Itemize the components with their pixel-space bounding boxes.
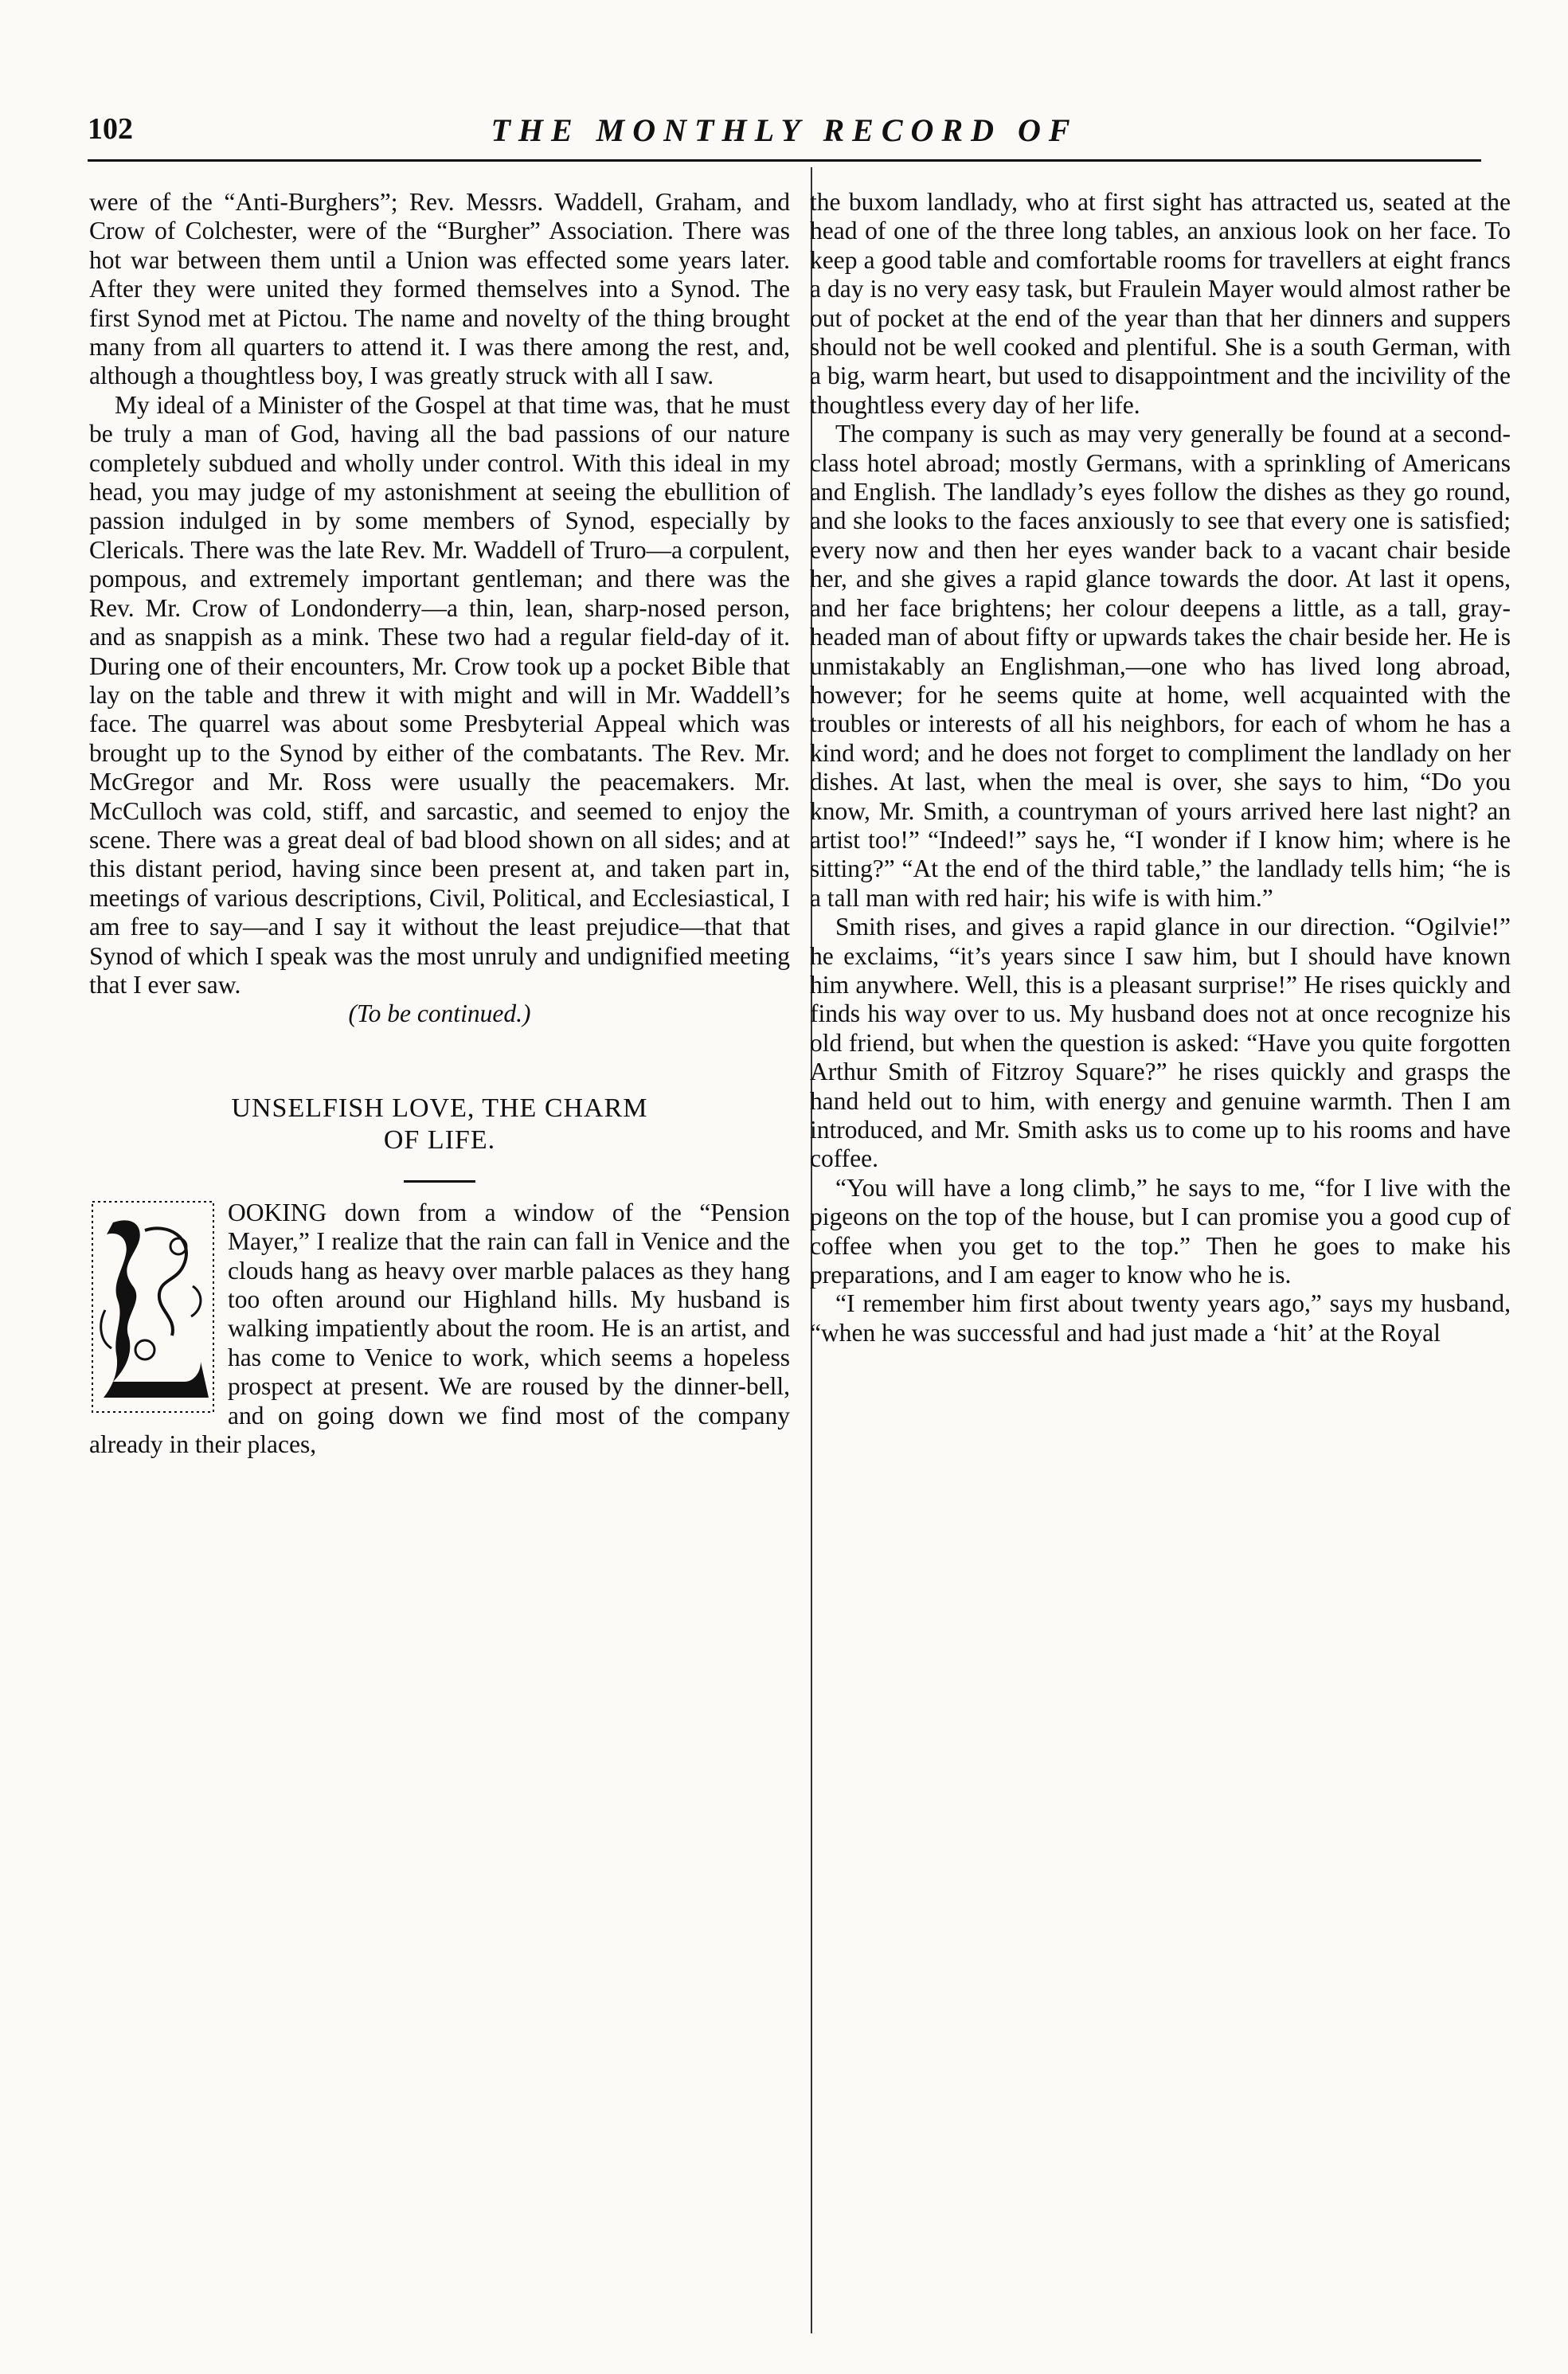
article-title [89, 1093, 790, 1156]
opening-paragraph [89, 1199, 790, 1460]
journal-title: THE MONTHLY RECORD OF [491, 112, 1078, 148]
paragraph: were of the “Anti-Burghers”; Rev. Messrs. Waddell, Graham, and Crow of Colchester, were of the “Burgher” Association. There was hot war between them until a Union was effected some years later. After they were united they formed themselves into a Synod. The first Synod met at Pictou. The name and novelty of the thing brought many from all quarters to attend it. I was there among the rest, and, although a thoughtless boy, I was greatly struck with all I saw. [89, 188, 790, 390]
ornate-letter-L-icon [89, 1199, 217, 1415]
article-title-line: OF LIFE. [383, 1124, 496, 1155]
paragraph: Smith rises, and gives a rapid glance in our direction. “Ogilvie!” he exclaims, “it’s years since I saw him, but I should have known him anywhere. Well, this is a pleasant surprise!” He rises quickly and finds his way over to us. My husband does not at once recognize his old friend, but when the question is asked: “Have you quite forgotten Arthur Smith of Fitzroy Square?” he rises quickly and grasps the hand held out to him, with energy and genuine warmth. Then I am introduced, and Mr. Smith asks us to come up to his rooms and have coffee. [810, 913, 1511, 1173]
paragraph: the buxom landlady, who at first sight has attracted us, seated at the head of one of the three long tables, an anxious look on her face. To keep a good table and comfortable rooms for travellers at eight francs a day is no very easy task, but Fraulein Mayer would almost rather be out of pocket at the end of the year than that her dinners and suppers should not be well cooked and plentiful. She is a south German, with a big, warm heart, but used to disappointment and the incivility of the thoughtless every day of her life. [810, 188, 1511, 419]
left-column [89, 188, 790, 1459]
paragraph: “I remember him first about twenty years ago,” says my husband, “when he was successful and had just made a ‘hit’ at the Royal [810, 1289, 1511, 1347]
header-rule [88, 159, 1481, 162]
page-number: 102 [88, 112, 133, 146]
title-rule [404, 1180, 475, 1183]
to-be-continued: (To be continued.) [348, 999, 531, 1028]
paragraph: My ideal of a Minister of the Gospel at that time was, that he must be truly a man of God, having all the bad passions of our nature completely subdued and wholly under control. With this ideal in my head, you may judge of my astonishment at seeing the ebullition of passion indulged in by some members of Synod, especially by Clericals. There was the late Rev. Mr. Waddell of Truro—a corpulent, pompous, and extremely important gentleman; and there was the Rev. Mr. Crow of Londonderry—a thin, lean, sharp-nosed person, and as snappish as a mink. These two had a regular field-day of it. During one of their encounters, Mr. Crow took up a pocket Bible that lay on the table and threw it with might and will in Mr. Waddell’s face. The quarrel was about some Presbyterial Appeal which was brought up to the Synod by either of the combatants. The Rev. Mr. McGregor and Mr. Ross were usually the peacemakers. Mr. McCulloch was cold, stiff, and sarcastic, and seemed to enjoy the scene. There was a great deal of bad blood shown on all sides; and at this distant period, having since been present at, and taken part in, meetings of various descriptions, Civil, Political, and Ecclesiastical, I am free to say—and I say it without the least prejudice—that that Synod of which I speak was the most unruly and undignified meeting that I ever saw. [89, 390, 790, 999]
paragraph: “You will have a long climb,” he says to me, “for I live with the pigeons on the top of the house, but I can promise you a good cup of coffee when you get to the top.” Then he goes to make his preparations, and I am eager to know who he is. [810, 1173, 1511, 1289]
right-column [810, 188, 1511, 1347]
paragraph: The company is such as may very generally be found at a second-class hotel abroad; mostly Germans, with a sprinkling of Americans and English. The landlady’s eyes follow the dishes as they go round, and she looks to the faces anxiously to see that every one is satisfied; every now and then her eyes wander back to a vacant chair beside her, and she gives a rapid glance towards the door. At last it opens, and her face brightens; her colour deepens a little, as a tall, gray-headed man of about fifty or upwards takes the chair beside her. He is unmistakably an Englishman,—one who has lived long abroad, however; for he seems quite at home, well acquainted with the troubles or interests of all his neighbors, for each of whom he has a kind word; and he does not forget to compliment the landlady on her dishes. At last, when the meal is over, she says to him, “Do you know, Mr. Smith, a countryman of yours arrived here last night? an artist too!” “Indeed!” says he, “I wonder if I know him; where is he sitting?” “At the end of the third table,” the landlady tells him; “he is a tall man with red hair; his wife is with him.” [810, 420, 1511, 912]
running-head [88, 111, 1481, 159]
opening-text: down from a window of the “Pension Mayer,” I realize that the rain can fall in Venice and the clouds hang as heavy over marble palaces as they hang too often around our Highland hills. My husband is walking impatiently about the room. He is an artist, and has come to Venice to work, which seems a hopeless prospect at present. We are roused by the dinner-bell, and on going down we find most of the company already in their places, [89, 1198, 790, 1459]
article-title-line: UNSELFISH LOVE, THE CHARM [231, 1093, 648, 1123]
opening-word: OOKING [228, 1198, 327, 1226]
